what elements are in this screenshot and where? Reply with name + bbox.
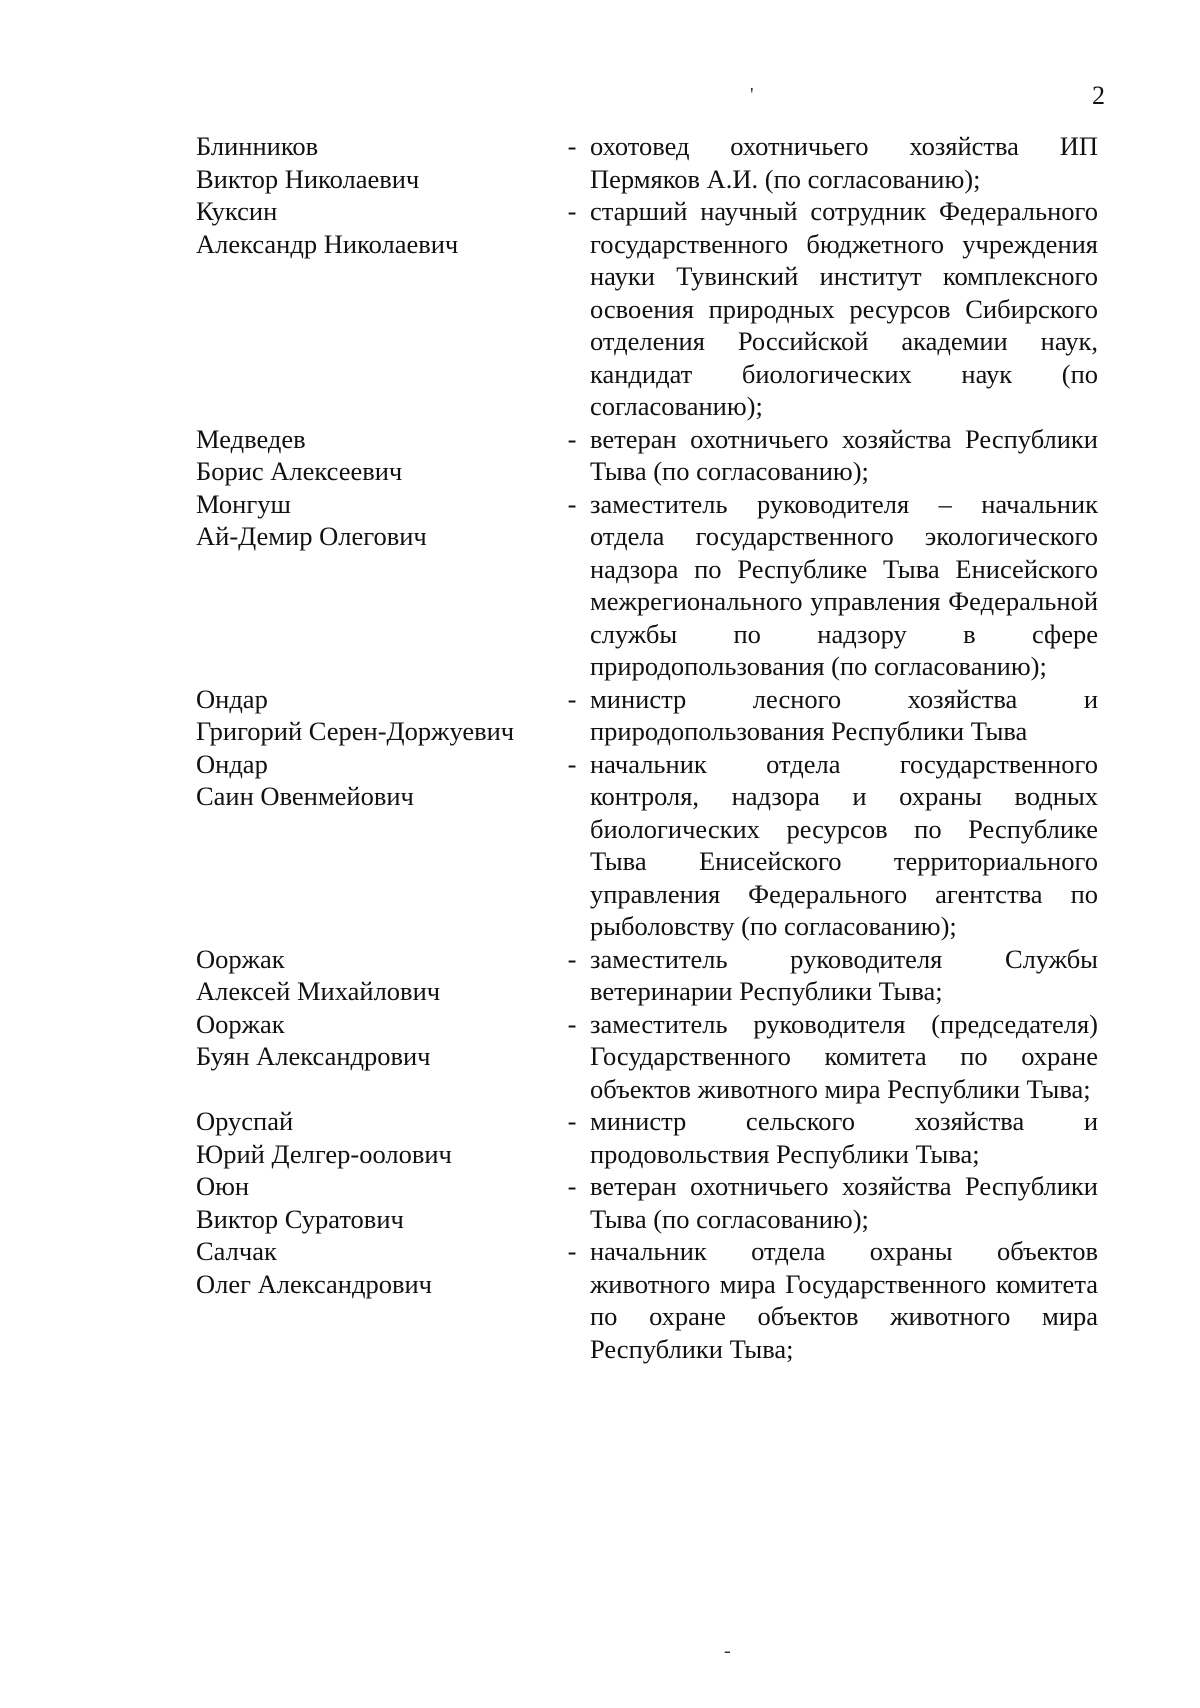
member-dash: - — [567, 1171, 577, 1201]
member-name — [196, 1105, 554, 1170]
member-row — [196, 1008, 1106, 1106]
member-given-name: Виктор Николаевич — [196, 163, 420, 194]
member-given-name: Юрий Делгер-оолович — [196, 1138, 452, 1169]
member-dash: - — [567, 131, 577, 161]
member-surname: Ондар — [196, 683, 268, 714]
member-name — [196, 423, 554, 488]
member-name — [196, 683, 554, 748]
member-role: министр лесного хозяйства и природопользования Республики Тыва — [590, 683, 1098, 746]
member-row — [196, 943, 1106, 1008]
member-given-name: Буян Александрович — [196, 1041, 431, 1071]
member-name — [196, 195, 554, 260]
member-dash: - — [567, 1008, 577, 1039]
member-row — [196, 1235, 1106, 1365]
member-row — [196, 195, 1106, 423]
member-given-name: Алексей Михайлович — [196, 976, 441, 1006]
member-row — [196, 1105, 1106, 1170]
member-name — [196, 1170, 554, 1235]
member-surname: Оюн — [196, 1171, 250, 1201]
scan-artifact: - — [724, 1640, 731, 1662]
member-surname: Куксин — [196, 196, 278, 226]
scan-artifact: ' — [750, 84, 754, 106]
member-surname: Медведев — [196, 423, 306, 454]
member-role: начальник отдела государственного контроля, надзора и охраны водных биологических ресурсов по Республике Тыва Енисейского территориального управления Федерального агентства по рыболовству (по согласованию); — [590, 748, 1098, 941]
member-given-name: Виктор Суратович — [196, 1203, 404, 1234]
member-row — [196, 748, 1106, 943]
member-given-name: Григорий Серен-Доржуевич — [196, 716, 515, 746]
member-role: заместитель руководителя (председателя) Государственного комитета по охране объектов животного мира Республики Тыва; — [590, 1008, 1098, 1104]
member-dash: - — [567, 683, 577, 714]
member-surname: Ооржак — [196, 1008, 285, 1039]
member-given-name: Ай-Демир Олегович — [196, 521, 427, 551]
page-number: 2 — [1092, 81, 1105, 110]
member-dash: - — [567, 423, 577, 454]
member-dash: - — [567, 943, 577, 974]
member-row — [196, 130, 1106, 195]
commission-members-list — [196, 130, 1106, 1365]
member-role: ветеран охотничьего хозяйства Республики Тыва (по согласованию); — [590, 423, 1098, 486]
member-surname: Оруспай — [196, 1106, 294, 1136]
member-dash: - — [567, 1106, 577, 1136]
member-given-name: Олег Александрович — [196, 1268, 432, 1299]
member-surname: Ондар — [196, 748, 268, 779]
member-surname: Монгуш — [196, 488, 291, 519]
member-role: ветеран охотничьего хозяйства Республики Тыва (по согласованию); — [590, 1171, 1098, 1234]
member-dash: - — [567, 196, 577, 226]
member-row — [196, 683, 1106, 748]
member-role: министр сельского хозяйства и продовольствия Республики Тыва; — [590, 1106, 1098, 1169]
member-given-name: Саин Овенмейович — [196, 781, 414, 811]
member-role: заместитель руководителя Службы ветеринарии Республики Тыва; — [590, 943, 1098, 1006]
member-name — [196, 130, 554, 195]
member-role: начальник отдела охраны объектов животного мира Государственного комитета по охране объектов животного мира Республики Тыва; — [590, 1236, 1098, 1364]
member-row — [196, 488, 1106, 683]
member-row — [196, 1170, 1106, 1235]
member-given-name: Александр Николаевич — [196, 228, 459, 259]
member-name — [196, 748, 554, 813]
member-dash: - — [567, 748, 577, 779]
member-dash: - — [567, 488, 577, 519]
member-given-name: Борис Алексеевич — [196, 456, 403, 486]
member-surname: Блинников — [196, 131, 319, 161]
member-role: заместитель руководителя – начальник отдела государственного экологического надзора по Республике Тыва Енисейского межрегионального управления Федеральной службы по надзору в сфере природопользования (по согласованию); — [590, 488, 1098, 681]
member-dash: - — [567, 1236, 577, 1266]
member-name — [196, 943, 554, 1008]
member-role: старший научный сотрудник Федерального государственного бюджетного учреждения науки Тувинский институт комплексного освоения природных ресурсов Сибирского отделения Российской академии наук, кандидат биологических наук (по согласованию); — [590, 196, 1098, 421]
member-surname: Ооржак — [196, 943, 285, 974]
member-row — [196, 423, 1106, 488]
member-name — [196, 488, 554, 553]
member-role: охотовед охотничьего хозяйства ИП Пермяков А.И. (по согласованию); — [590, 131, 1098, 194]
member-name — [196, 1008, 554, 1073]
member-surname: Салчак — [196, 1236, 277, 1266]
member-name — [196, 1235, 554, 1300]
